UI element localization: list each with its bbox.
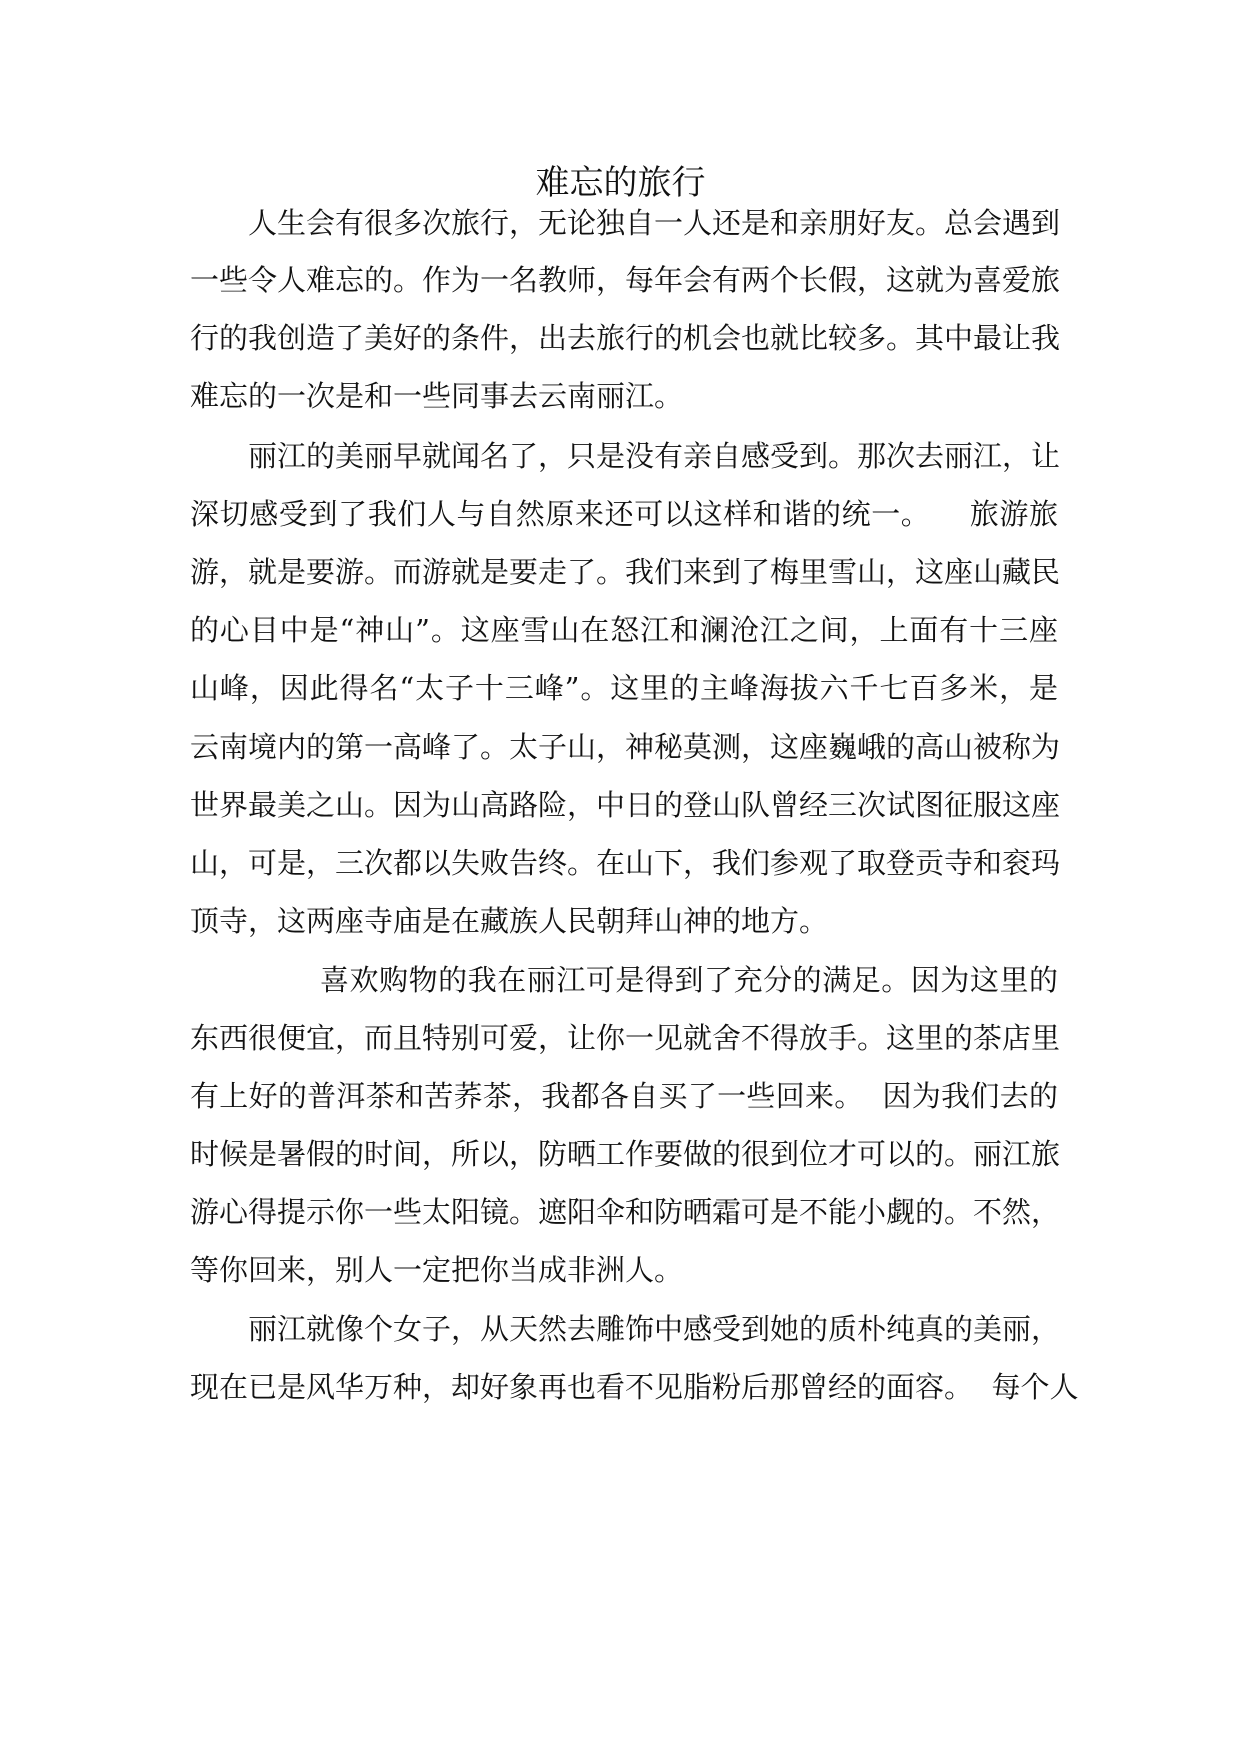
text-line: 行的我创造了美好的条件，出去旅行的机会也就比较多。其中最让我	[190, 321, 1061, 355]
text-line: 现在已是风华万种，却好象再也看不见脂粉后那曾经的面容。 每个人	[190, 1370, 1079, 1404]
text-line: 一些令人难忘的。作为一名教师，每年会有两个长假，这就为喜爱旅	[190, 263, 1061, 297]
document-title: 难忘的旅行	[535, 163, 706, 203]
text-line: 顶寺，这两座寺庙是在藏族人民朝拜山神的地方。	[190, 904, 829, 938]
text-line: 游心得提示你一些太阳镜。遮阳伞和防晒霜可是不能小觑的。不然，	[190, 1195, 1061, 1229]
text-line: 等你回来，别人一定把你当成非洲人。	[190, 1253, 684, 1287]
text-line: 丽江的美丽早就闻名了，只是没有亲自感受到。那次去丽江，让	[248, 439, 1061, 473]
text-line: 的心目中是“神山”。这座雪山在怒江和澜沧江之间，上面有十三座	[190, 613, 1058, 647]
text-line: 时候是暑假的时间，所以，防晒工作要做的很到位才可以的。丽江旅	[190, 1137, 1061, 1171]
text-line: 深切感受到了我们人与自然原来还可以这样和谐的统一。 旅游旅	[190, 497, 1058, 531]
text-line: 有上好的普洱茶和苦荞茶，我都各自买了一些回来。 因为我们去的	[190, 1079, 1058, 1113]
text-line: 山，可是，三次都以失败告终。在山下，我们参观了取登贡寺和衮玛	[190, 846, 1061, 880]
text-line: 游，就是要游。而游就是要走了。我们来到了梅里雪山，这座山藏民	[190, 555, 1061, 589]
text-line: 喜欢购物的我在丽江可是得到了充分的满足。因为这里的	[320, 963, 1058, 997]
text-line: 丽江就像个女子，从天然去雕饰中感受到她的质朴纯真的美丽，	[248, 1312, 1061, 1346]
text-line: 人生会有很多次旅行，无论独自一人还是和亲朋好友。总会遇到	[248, 206, 1061, 240]
text-line: 世界最美之山。因为山高路险，中日的登山队曾经三次试图征服这座	[190, 788, 1061, 822]
text-line: 云南境内的第一高峰了。太子山，神秘莫测，这座巍峨的高山被称为	[190, 730, 1061, 764]
text-line: 难忘的一次是和一些同事去云南丽江。	[190, 379, 684, 413]
text-line: 东西很便宜，而且特别可爱，让你一见就舍不得放手。这里的茶店里	[190, 1021, 1061, 1055]
text-line: 山峰，因此得名“太子十三峰”。这里的主峰海拔六千七百多米，是	[190, 671, 1058, 705]
